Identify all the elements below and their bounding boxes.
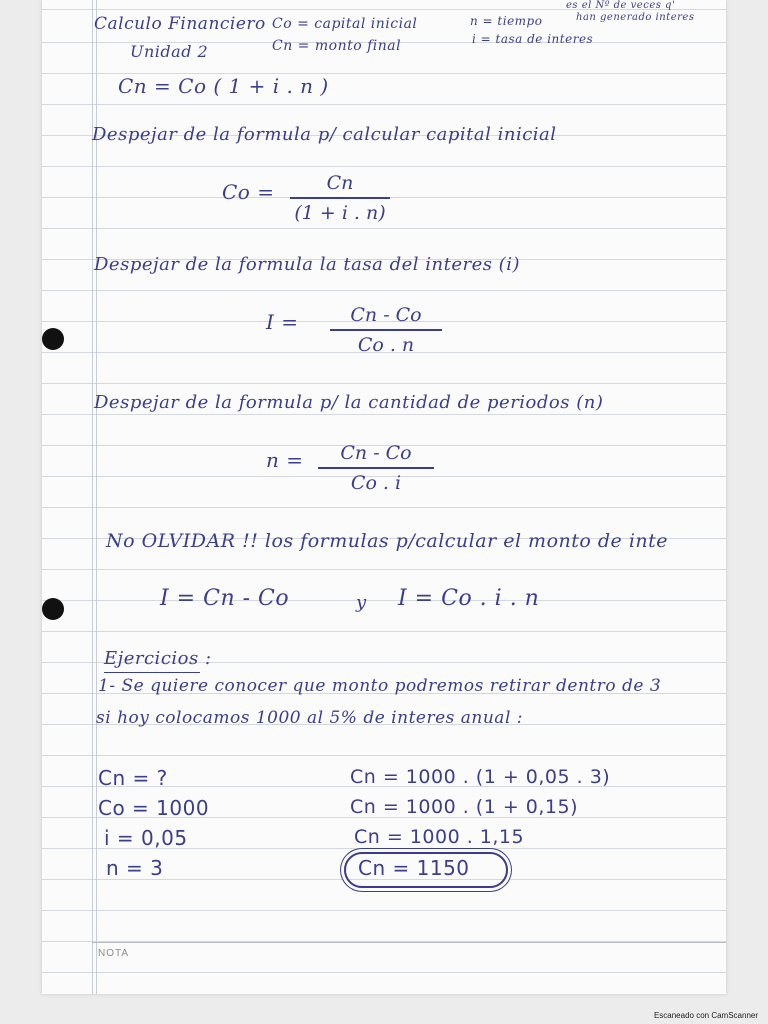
fraction-denominator: (1 + i . n) (294, 202, 386, 224)
scanner-watermark: Escaneado con CamScanner (653, 1011, 758, 1020)
definition-cn: Cn = monto final (272, 38, 402, 54)
note-periods-2: han generado interes (576, 12, 695, 23)
margin-line (92, 0, 93, 994)
given-co: Co = 1000 (98, 796, 210, 820)
main-formula: Cn = Co ( 1 + i . n ) (118, 74, 329, 98)
step-2: Cn = 1000 . (1 + 0,15) (350, 796, 578, 818)
heading-periods: Despejar de la formula p/ la cantidad de periodos (n) (94, 392, 604, 413)
capital-fraction (290, 172, 390, 224)
margin-line (96, 0, 97, 994)
heading-rate: Despejar de la formula la tasa del interes (i) (94, 254, 520, 275)
given-cn: Cn = ? (98, 766, 168, 790)
step-3: Cn = 1000 . 1,15 (354, 826, 525, 848)
exercises-heading: Ejercicios : (104, 648, 212, 669)
periods-lhs: n = (266, 448, 304, 472)
binder-hole (42, 328, 64, 350)
fraction-bar (330, 329, 442, 331)
reminder-text: No OLVIDAR !! los formulas p/calcular el monto de inte (106, 530, 669, 552)
reminder-connector: y (356, 592, 367, 613)
reminder-formula-b: I = Co . i . n (398, 586, 540, 611)
footer-rule (92, 942, 726, 943)
step-1: Cn = 1000 . (1 + 0,05 . 3) (350, 766, 611, 788)
footer-nota: NOTA (98, 948, 130, 959)
problem-line-2: si hoy colocamos 1000 al 5% de interes anual : (96, 708, 524, 728)
fraction-bar (318, 467, 434, 469)
fraction-numerator: Cn - Co (340, 442, 412, 464)
capital-lhs: Co = (222, 180, 275, 204)
result: Cn = 1150 (358, 856, 470, 880)
fraction-numerator: Cn (326, 172, 354, 194)
fraction-denominator: Co . n (357, 334, 415, 356)
header-unit: Unidad 2 (130, 42, 209, 61)
rate-fraction (330, 304, 442, 356)
definition-n: n = tiempo (470, 14, 543, 28)
binder-hole (42, 598, 64, 620)
given-n: n = 3 (106, 856, 164, 880)
definition-i: i = tasa de interes (472, 32, 594, 46)
header-title: Calculo Financiero (94, 14, 266, 34)
fraction-denominator: Co . i (350, 472, 402, 494)
definition-co: Co = capital inicial (272, 16, 418, 32)
fraction-numerator: Cn - Co (350, 304, 422, 326)
note-periods: es el Nº de veces q' (566, 0, 676, 11)
heading-capital: Despejar de la formula p/ calcular capital inicial (92, 124, 557, 145)
given-i: i = 0,05 (104, 826, 188, 850)
fraction-bar (290, 197, 390, 199)
periods-fraction (318, 442, 434, 494)
problem-line-1: 1- Se quiere conocer que monto podremos retirar dentro de 3 (98, 676, 662, 696)
rate-lhs: I = (266, 310, 299, 334)
reminder-formula-a: I = Cn - Co (160, 586, 290, 611)
heading-underline (104, 672, 200, 673)
